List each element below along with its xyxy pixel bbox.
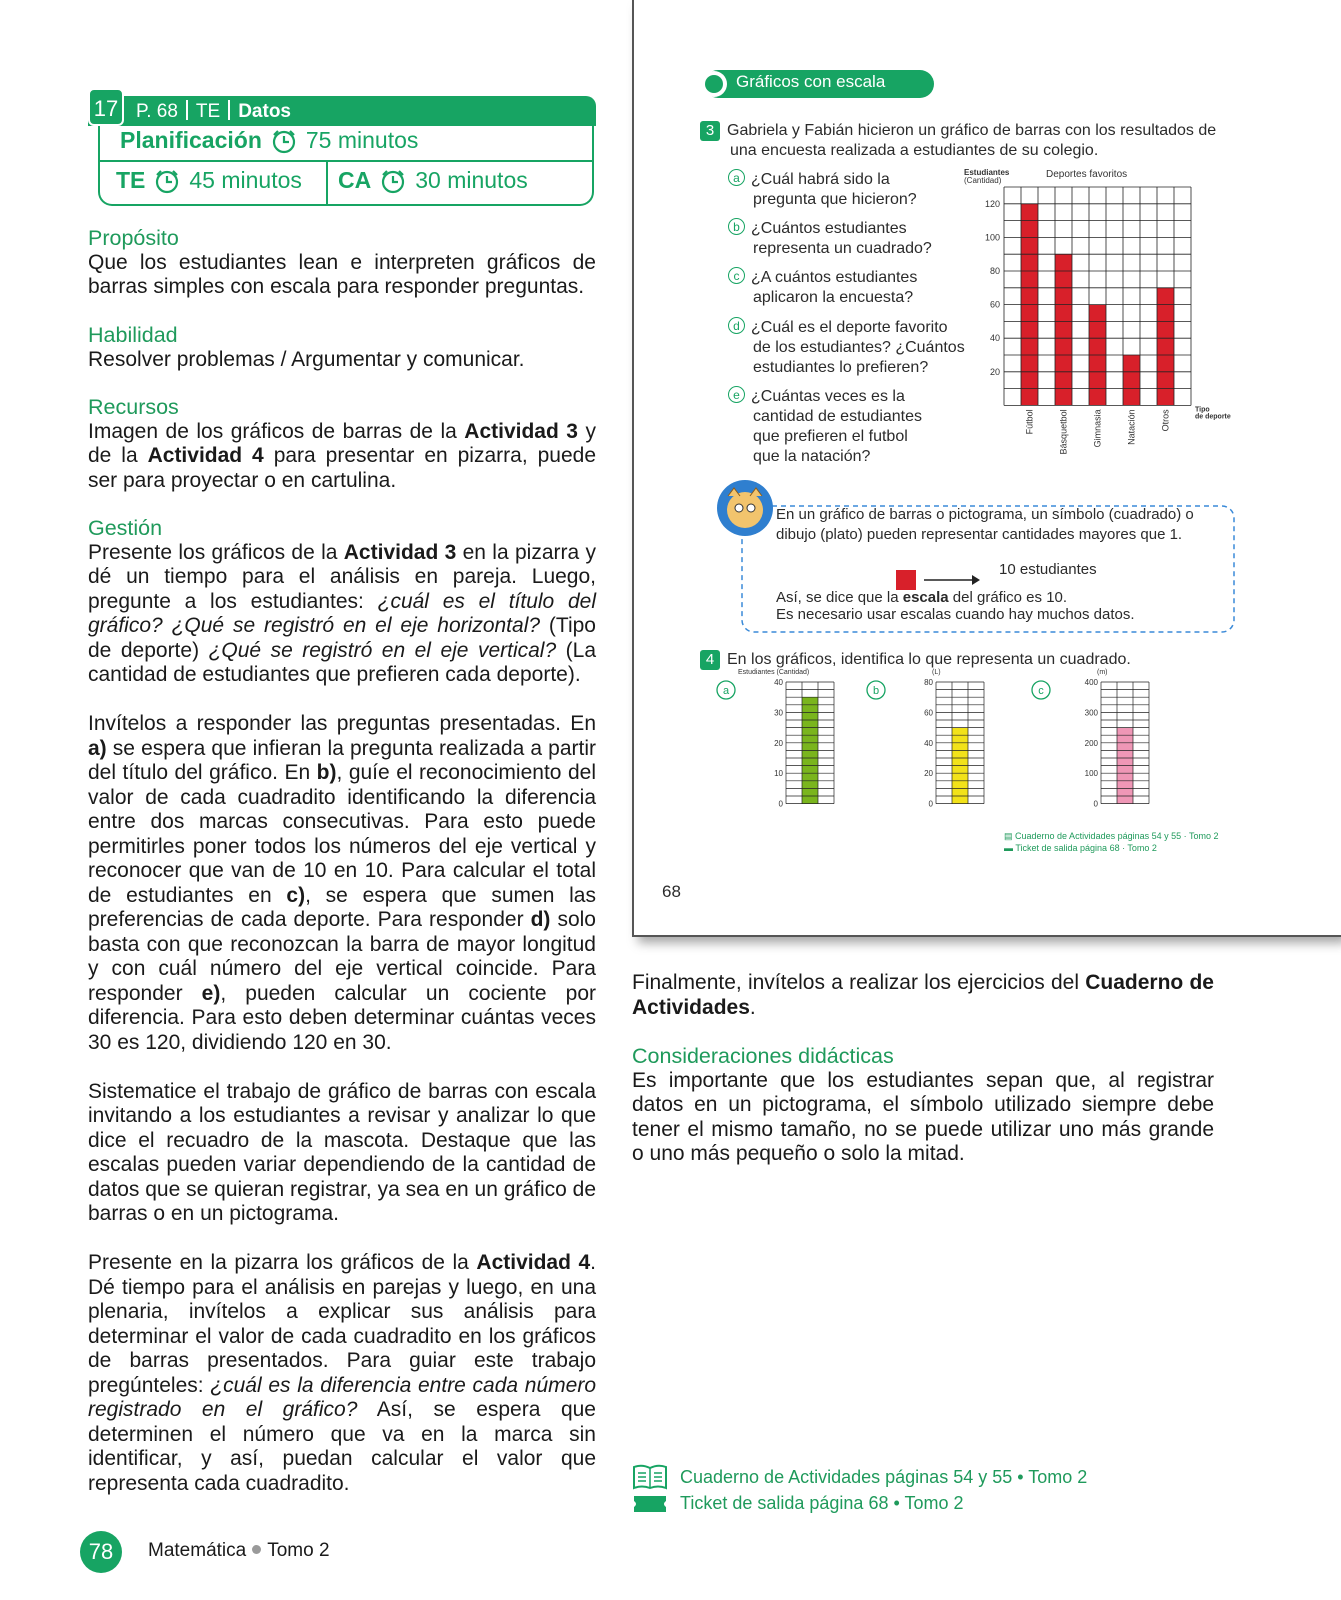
recursos-title: Recursos	[88, 395, 179, 419]
gestion-paragraph-4: Presente en la pizarra los gráficos de la Actividad 4. Dé tiempo para el análisis en parejas y luego, en una plenaria, invítelos a explicar sus análisis para determinar el valor de cada cuadradito en los gráficos de barras presentados. Para guiar este trabajo pregúnteles: ¿cuál es la diferencia entre cada número registrado en el gráfico? Así, se espera que determinen el número que va en la marca sin identificar, y así, puedan calcular el valor que representa cada cuadradito.	[88, 1251, 596, 1495]
ca-label: CA	[338, 167, 372, 193]
textbook-page-number: 68	[662, 882, 681, 901]
te-time: 45 minutos	[189, 167, 302, 193]
y-tick-label: 20	[989, 366, 1000, 377]
activity-4-charts	[714, 669, 1274, 824]
y-tick-label: 20	[774, 738, 783, 748]
ca-row	[338, 167, 528, 194]
y-tick-label: 300	[1084, 708, 1098, 718]
textbook-page-image	[632, 0, 1341, 937]
y-tick-label: 200	[1084, 738, 1098, 748]
activity-4-statement: 4 En los gráficos, identifica lo que representa un cuadrado.	[700, 650, 1131, 670]
ca-time: 30 minutos	[415, 167, 528, 193]
gestion-paragraph-3: Sistematice el trabajo de gráfico de barras con escala invitando a los estudiantes a revisar y analizar lo que dice el recuadro de la mascota. Destaque que las escalas pueden variar dependiendo de la cantidad de datos que se quieran registrar, ya sea en un gráfico de barras o en un pictograma.	[88, 1079, 596, 1225]
y-tick-label: 40	[989, 333, 1000, 344]
x-tick-label: Natación	[1126, 409, 1137, 445]
mascot-legend: 10 estudiantes	[999, 561, 1097, 578]
final-paragraph: Finalmente, invítelos a realizar los ejercicios del Cuaderno de Actividades.	[632, 971, 1214, 1019]
header-meta	[136, 100, 291, 123]
te-tag: TE	[195, 101, 221, 122]
recursos-text: Imagen de los gráficos de barras de la Actividad 3 y de la Actividad 4 para presentar en pizarra, puede ser para proyectar o en cartulina.	[88, 419, 596, 492]
y-tick-label: 80	[989, 266, 1000, 276]
y-tick-label: 80	[924, 678, 933, 687]
page-ref: P. 68	[136, 101, 178, 122]
section-tab-label: Gráficos con escala	[736, 72, 886, 91]
gestion-paragraph-2: Invítelos a responder las preguntas presentadas. En a) se espera que infieran la pregunta realizada a partir del título del gráfico. En b), guíe el reconocimiento del valor de cada cuadradito identificando la diferencia entre dos marcas consecutivas. Para esto puede permitirles poner todos los números del eje vertical y reconocer que van de 10 en 10. Para calcular el total de estudiantes en c), se espera que sumen las preferencias de cada deporte. Para responder d) solo basta con que reconozcan la barra de mayor longitud y con cuál número del eje vertical coincide. Para responder e), pueden calcular un cociente por diferencia. Para esto deben determinar cuántas veces 30 es 120, dividiendo 120 en 30.	[88, 712, 596, 1054]
page-number: 78	[80, 1531, 122, 1573]
lesson-number: 17	[88, 88, 124, 126]
consideraciones-title: Consideraciones didácticas	[632, 1044, 894, 1068]
ticket-ref: Ticket de salida página 68 • Tomo 2	[632, 1493, 963, 1514]
y-axis-title: (L)	[932, 669, 941, 676]
bar-natación	[1123, 355, 1140, 405]
topic: Datos	[238, 101, 291, 122]
y-tick-label: 0	[1093, 799, 1098, 809]
ticket-icon	[632, 1494, 668, 1514]
chart-label: b	[872, 685, 880, 697]
y-axis-title: Estudiantes	[964, 168, 1010, 177]
y-tick-label: 30	[774, 708, 783, 718]
question-a: a ¿Cuál habrá sido la pregunta que hicieron?	[728, 169, 917, 210]
bar-otros	[1157, 288, 1174, 406]
chart-label: a	[722, 685, 730, 697]
question-c: c ¿A cuántos estudiantes aplicaron la encuesta?	[728, 267, 917, 308]
workbook-ref: Cuaderno de Actividades páginas 54 y 55 • Tomo 2	[632, 1464, 1087, 1490]
y-tick-label: 60	[989, 299, 1000, 310]
activity-4-number: 4	[700, 650, 720, 670]
ticket-icon: ▬	[1004, 843, 1016, 853]
y-tick-label: 20	[924, 769, 933, 779]
question-d: d ¿Cuál es el deporte favorito de los estudiantes? ¿Cuántos estudiantes lo prefieren?	[728, 317, 965, 378]
favorite-sports-chart	[964, 165, 1264, 485]
y-tick-label: 40	[774, 678, 783, 687]
lesson-header	[88, 96, 596, 208]
x-tick-label: Gimnasia	[1092, 409, 1103, 448]
mascot-text: En un gráfico de barras o pictograma, un símbolo (cuadrado) o dibujo (plato) pueden representar cantidades mayores que 1.	[776, 506, 1194, 543]
footer-text	[148, 1540, 330, 1562]
gestion-title: Gestión	[88, 516, 163, 540]
x-axis-title-2: de deporte	[1195, 413, 1231, 421]
planning-time: 75 minutos	[305, 127, 419, 153]
proposito-title: Propósito	[88, 226, 179, 250]
x-axis-title: Tipo	[1195, 406, 1210, 414]
proposito-section	[88, 226, 596, 300]
clock-icon	[153, 168, 181, 194]
footer-volume: Tomo 2	[267, 1540, 330, 1561]
y-tick-label: 100	[984, 232, 1000, 243]
footer-subject: Matemática	[148, 1540, 247, 1561]
y-tick-label: 100	[1084, 769, 1098, 779]
te-row	[116, 167, 302, 194]
bar-básquetbol	[1055, 254, 1072, 405]
y-tick-label: 400	[1084, 678, 1098, 687]
activity-3-number: 3	[700, 121, 720, 141]
textbook-refs: ▤ Cuaderno de Actividades páginas 54 y 55 · Tomo 2 ▬ Ticket de salida página 68 · Tomo 2	[1004, 831, 1219, 853]
question-e: e ¿Cuántas veces es la cantidad de estudiantes que prefieren el futbol que la natación?	[728, 386, 922, 467]
habilidad-text: Resolver problemas / Argumentar y comunicar.	[88, 347, 525, 371]
y-tick-label: 120	[984, 198, 1000, 209]
recursos-section	[88, 395, 596, 493]
y-axis-title: Estudiantes (Cantidad)	[738, 669, 810, 676]
workbook-icon	[632, 1464, 668, 1490]
x-tick-label: Básquetbol	[1058, 409, 1069, 455]
activity-3-statement: 3 Gabriela y Fabián hicieron un gráfico de barras con los resultados de una encuesta realizada a estudiantes de su colegio.	[700, 121, 1216, 161]
x-tick-label: Fútbol	[1024, 409, 1035, 435]
gestion-section	[88, 516, 596, 1496]
y-axis-title: (m)	[1097, 669, 1108, 676]
y-tick-label: 10	[774, 769, 783, 779]
habilidad-section	[88, 323, 596, 372]
gestion-paragraph-1: Presente los gráficos de la Actividad 3 en la pizarra y dé un tiempo para el análisis en pareja. Luego, pregunte a los estudiantes: ¿cuál es el título del gráfico? ¿Qué se registró en el eje horizontal? (Tipo de deporte) ¿Qué se registró en el eje vertical? (La cantidad de estudiantes que prefieren cada deporte).	[88, 540, 596, 686]
mascot-scale-text: Así, se dice que la escala del gráfico es 10. Es necesario usar escalas cuando hay muchos datos.	[776, 589, 1135, 623]
consideraciones-section	[632, 1044, 1214, 1167]
te-label: TE	[116, 167, 146, 193]
planning-row	[120, 127, 418, 154]
question-b: b ¿Cuántos estudiantes representa un cuadrado?	[728, 218, 932, 259]
y-tick-label: 0	[778, 799, 783, 809]
clock-icon	[270, 128, 298, 154]
chart-label: c	[1038, 685, 1044, 697]
proposito-text: Que los estudiantes lean e interpreten gráficos de barras simples con escala para responder preguntas.	[88, 250, 596, 298]
planning-label: Planificación	[120, 127, 262, 153]
y-axis-subtitle: (Cantidad)	[964, 176, 1002, 185]
x-tick-label: Otros	[1160, 409, 1171, 432]
book-icon: ▤	[1004, 831, 1016, 841]
y-tick-label: 60	[924, 708, 933, 718]
y-tick-label: 0	[928, 799, 933, 809]
consideraciones-text: Es importante que los estudiantes sepan que, al registrar datos en un pictograma, el símbolo utilizado siempre debe tener el mismo tamaño, no se puede utilizar uno más grande o uno más pequeño o solo la mitad.	[632, 1068, 1214, 1165]
habilidad-title: Habilidad	[88, 323, 178, 347]
chart-title: Deportes favoritos	[1046, 169, 1128, 180]
clock-icon	[379, 168, 407, 194]
y-tick-label: 40	[924, 738, 933, 748]
